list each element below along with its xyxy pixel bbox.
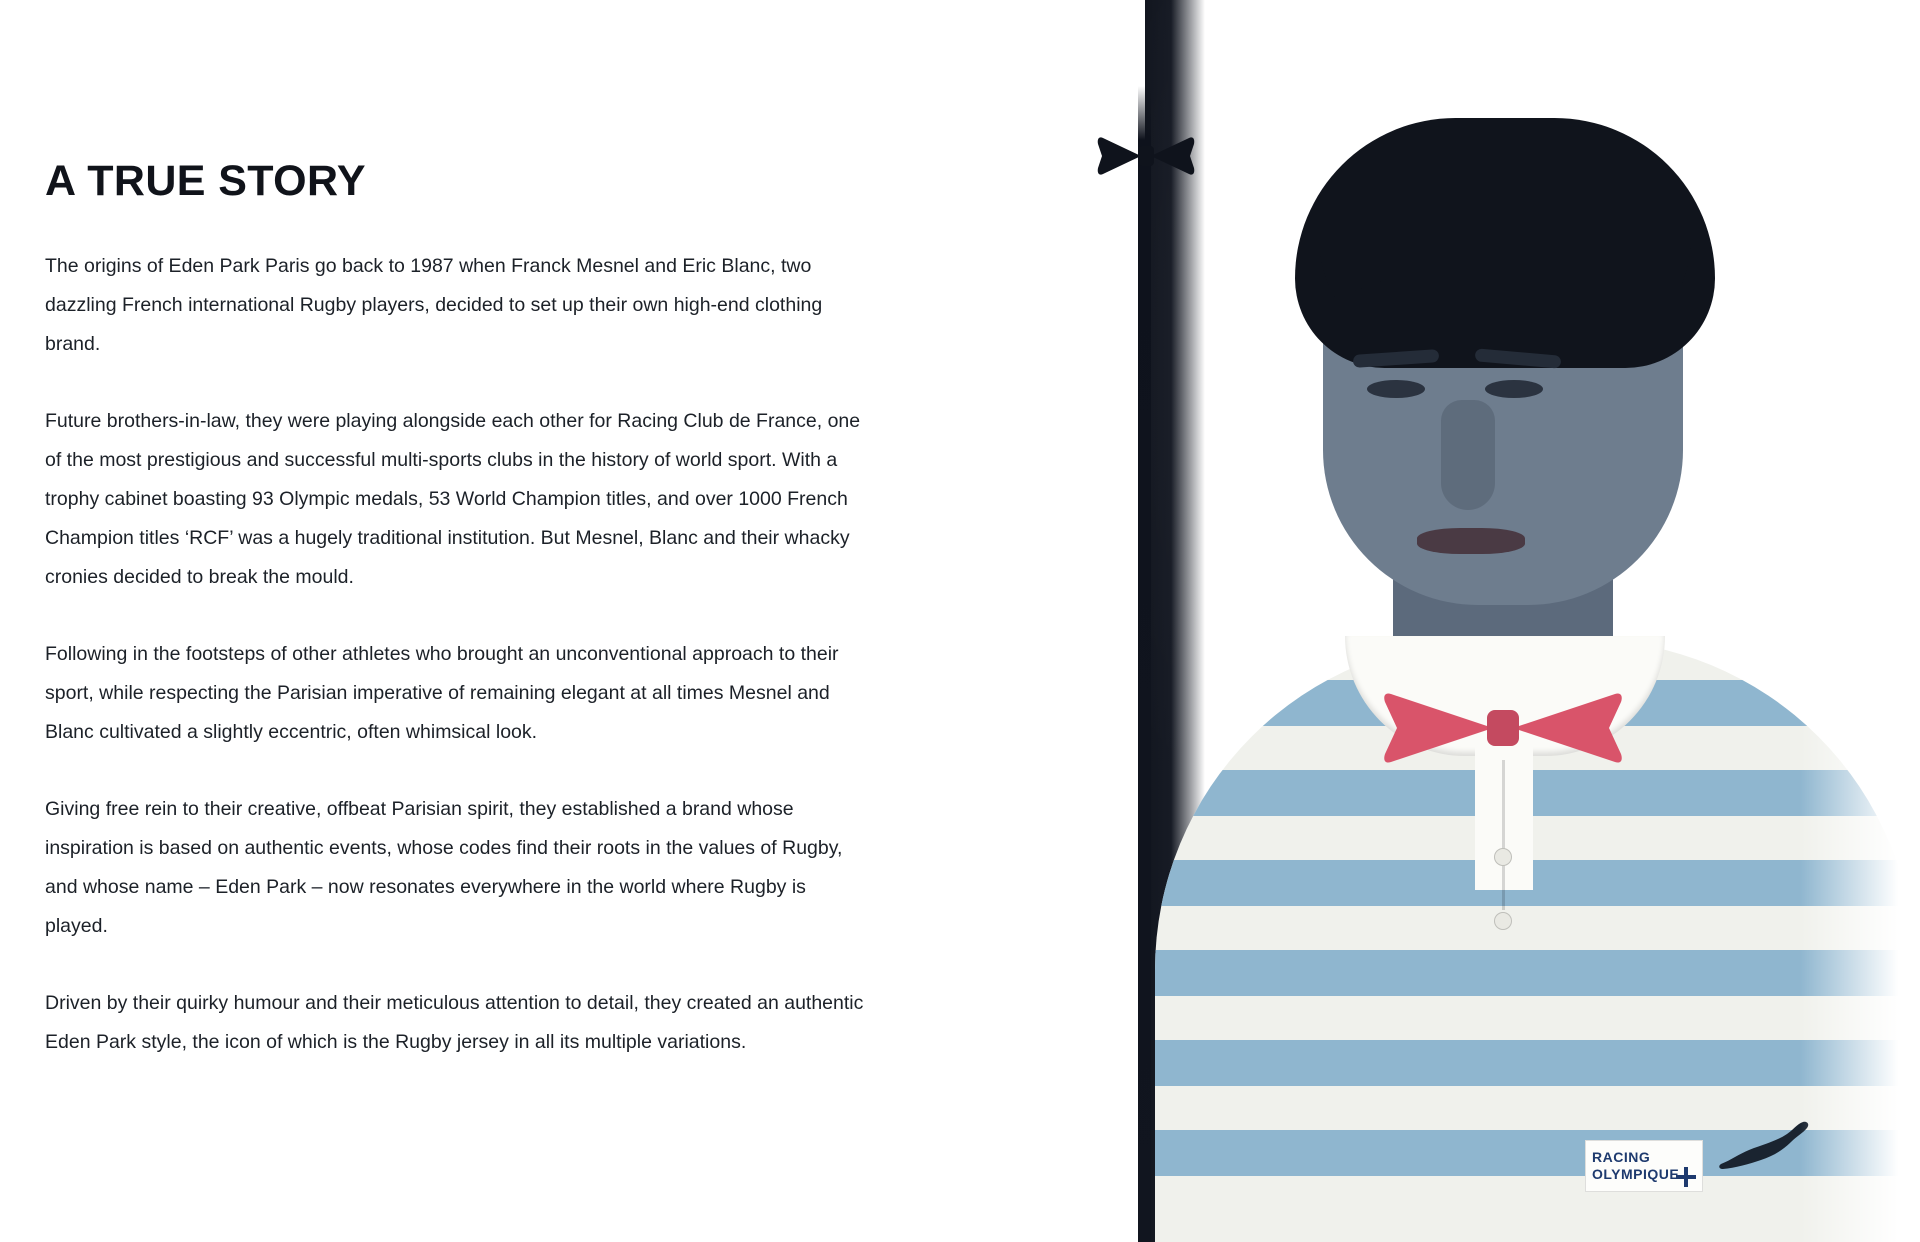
bow-tie-icon xyxy=(1097,134,1195,178)
badge-line-2: OLYMPIQUE xyxy=(1592,1166,1680,1182)
portrait-mouth xyxy=(1417,528,1525,554)
jersey-button xyxy=(1494,848,1512,866)
story-paragraph: Future brothers-in-law, they were playing alongside each other for Racing Club de France, one of the most prestigious and successful multi-sports clubs in the history of world sport. With a trophy cabinet boasting 93 Olympic medals, 53 World Champion titles, and over 1000 French Champion titles ‘RCF’ was a hugely traditional institution. But Mesnel, Blanc and their whacky cronies decided to break the mould. xyxy=(45,410,861,588)
badge-line-1: RACING xyxy=(1592,1149,1651,1165)
pink-bow-tie-icon xyxy=(1383,688,1623,768)
jersey-placket-seam xyxy=(1502,760,1505,910)
story-paragraph: Following in the footsteps of other athletes who brought an unconventional approach to their sport, while respecting the Parisian imperative of remaining elegant at all times Mesnel and Blanc cultivated a slightly eccentric, often whimsical look. xyxy=(45,643,839,743)
portrait-eye-left xyxy=(1367,380,1425,398)
page-title: A TRUE STORY xyxy=(45,157,366,205)
story-paragraph: Driven by their quirky humour and their meticulous attention to detail, they created an authentic Eden Park style, the icon of which is the Rugby jersey in all its multiple variations. xyxy=(45,992,864,1053)
portrait-nose xyxy=(1441,400,1495,510)
story-body xyxy=(45,247,870,1062)
jersey-club-badge xyxy=(1585,1140,1703,1192)
portrait-hair xyxy=(1295,118,1715,368)
image-right-fade xyxy=(1800,0,1920,1242)
vertical-divider-pole xyxy=(1138,86,1151,1242)
puma-logo-icon xyxy=(1717,1120,1813,1170)
jersey-button xyxy=(1494,912,1512,930)
image-left-fade xyxy=(960,0,1160,1242)
story-image-column xyxy=(960,0,1920,1242)
story-paragraph: Giving free rein to their creative, offbeat Parisian spirit, they established a brand whose inspiration is based on authentic events, whose codes find their roots in the values of Rugby, and whose name – Eden Park – now resonates everywhere in the world where Rugby is played. xyxy=(45,798,843,937)
portrait-eye-right xyxy=(1485,380,1543,398)
badge-cross-icon xyxy=(1676,1167,1696,1187)
story-paragraph: The origins of Eden Park Paris go back to 1987 when Franck Mesnel and Eric Blanc, two dazzling French international Rugby players, decided to set up their own high-end clothing brand. xyxy=(45,255,823,355)
